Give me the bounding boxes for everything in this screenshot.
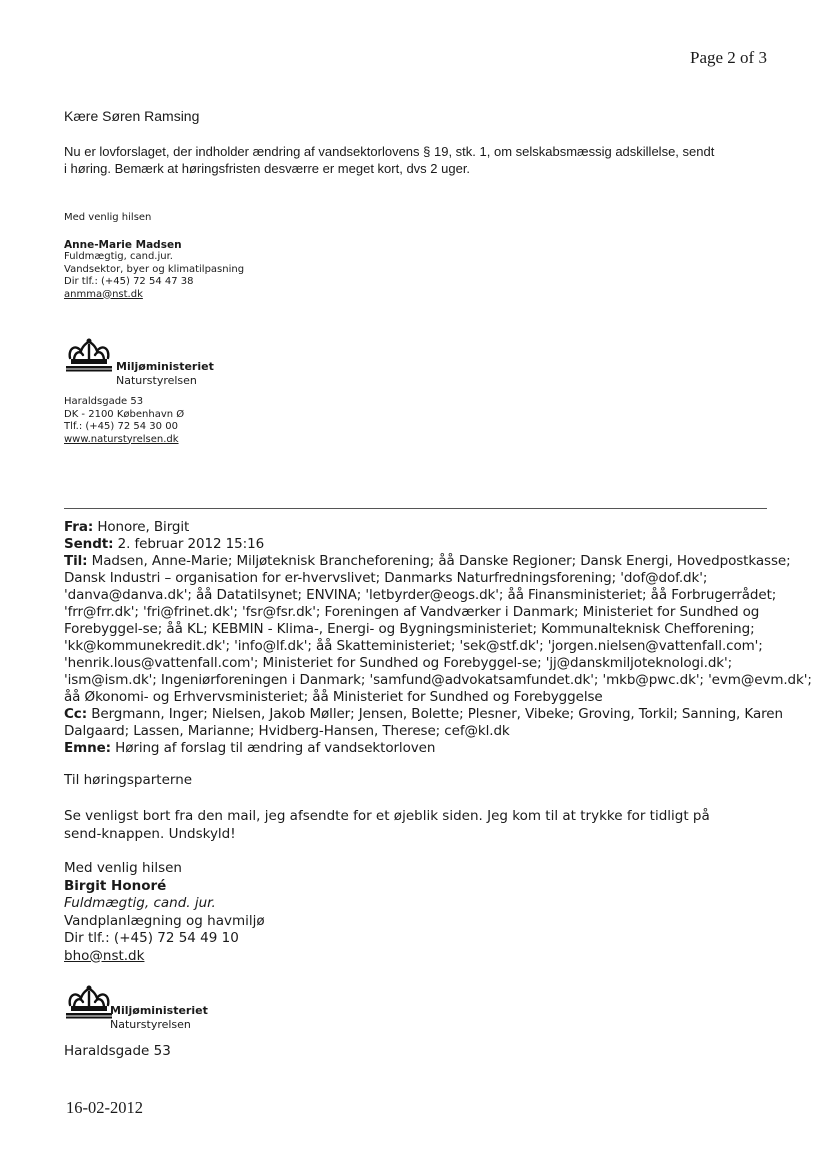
signature-department: Vandsektor, byer og klimatilpasning [64,263,245,275]
to-line: 'frr@frr.dk'; 'fri@frinet.dk'; 'fsr@fsr.dk'; Foreningen af Vandværker i Danmark; Ministeriet for Sundhed og [64,604,760,620]
body-line: send-knappen. Undskyld! [64,826,236,842]
signature-name: Anne-Marie Madsen [64,238,182,251]
to-line: Forebyggel-se; åå KL; KEBMIN - Klima-, Energi- og Bygningsministeriet; Kommunalteknisk Chefforening; [64,621,755,637]
signature-closing: Med venlig hilsen [64,212,152,223]
to-line: 'henrik.lous@vattenfall.com'; Ministeriet for Sundhed og Forebyggel-se; 'jj@danskmiljoteknologi.dk'; [64,655,733,671]
website-link[interactable]: www.naturstyrelsen.dk [64,433,179,445]
page-number: Page 2 of 3 [690,48,767,67]
signature-email-link[interactable]: anmma@nst.dk [64,288,143,300]
greeting: Til høringsparterne [64,772,193,788]
from-row [64,519,812,536]
agency-name: Naturstyrelsen [110,1018,191,1031]
signature-title: Fuldmægtig, cand.jur. [64,251,173,262]
cc-row [64,706,812,723]
cc-line: Dalgaard; Lassen, Marianne; Hvidberg-Hansen, Therese; cef@kl.dk [64,723,510,739]
address-phone: Tlf.: (+45) 72 54 30 00 [64,421,178,432]
cc-label: Cc: [64,706,88,722]
signature-block [64,212,244,301]
signature-block [64,860,265,965]
signature-closing: Med venlig hilsen [64,860,182,876]
to-line: Dansk Industri – organisation for er-hvervslivet; Danmarks Naturfredningsforening; 'dof@dof.dk'; [64,570,708,586]
signature-name: Birgit Honoré [64,877,167,894]
signature-phone: Dir tlf.: (+45) 72 54 49 10 [64,930,239,946]
greeting: Kære Søren Ramsing [64,108,200,124]
to-line: 'ism@ism.dk'; Ingeniørforeningen i Danmark; 'samfund@advokatsamfundet.dk'; 'mkb@pwc.dk'; 'evm@evm.dk'; [64,672,812,688]
subject-value: Høring af forslag til ændring af vandsektorloven [110,740,436,756]
footer-date: 16-02-2012 [66,1098,143,1117]
from-value: Honore, Birgit [93,519,190,535]
ministry-logo-text [110,1004,208,1032]
agency-name: Naturstyrelsen [116,374,197,387]
ministry-name: Miljøministeriet [116,360,214,373]
to-line: 'kk@kommunekredit.dk'; 'info@lf.dk'; åå Skatteministeriet; 'sek@stf.dk'; 'jorgen.nielsen@vattenfall.com'; [64,638,763,654]
sent-value: 2. februar 2012 15:16 [113,536,265,552]
sent-label: Sendt: [64,536,114,552]
from-label: Fra: [64,519,94,535]
to-row [64,553,812,570]
address-street: Haraldsgade 53 [64,1043,171,1059]
message-body [64,143,714,177]
message-body [64,807,710,843]
divider [64,508,767,509]
ministry-logo-text [116,360,214,388]
subject-row [64,740,812,757]
body-line: Se venligst bort fra den mail, jeg afsendte for et øjeblik siden. Jeg kom til at trykke for tidligt på [64,808,710,824]
to-label: Til: [64,553,88,569]
to-line: åå Økonomi- og Erhvervsministeriet; åå Ministeriet for Sundhed og Forebyggelse [64,689,603,705]
body-line: Nu er lovforslaget, der indholder ændring af vandsektorlovens § 19, stk. 1, om selskabsmæssig adskillelse, sendt [64,144,715,159]
cc-value: Bergmann, Inger; Nielsen, Jakob Møller; Jensen, Bolette; Plesner, Vibeke; Groving, Torkil; Sanning, Karen [87,706,783,722]
address-block [64,396,184,446]
subject-label: Emne: [64,740,111,756]
signature-phone: Dir tlf.: (+45) 72 54 47 38 [64,276,194,287]
address-city: DK - 2100 København Ø [64,408,185,420]
to-value: Madsen, Anne-Marie; Miljøteknisk Brancheforening; åå Danske Regioner; Dansk Energi, Hovedpostkasse; [87,553,791,569]
email-header [64,519,812,757]
signature-email-link[interactable]: bho@nst.dk [64,947,145,964]
body-line: i høring. Bemærk at høringsfristen desværre er meget kort, dvs 2 uger. [64,161,471,176]
address-street: Haraldsgade 53 [64,396,144,407]
sent-row [64,536,812,553]
ministry-name: Miljøministeriet [110,1004,208,1017]
crown-icon [64,985,114,1024]
to-line: 'danva@danva.dk'; åå Datatilsynet; ENVINA; 'letbyrder@eogs.dk'; åå Finansministeriet; åå Forbrugerrådet; [64,587,777,603]
crown-icon [64,338,114,377]
signature-title: Fuldmægtig, cand. jur. [64,895,216,911]
signature-department: Vandplanlægning og havmiljø [64,912,265,929]
